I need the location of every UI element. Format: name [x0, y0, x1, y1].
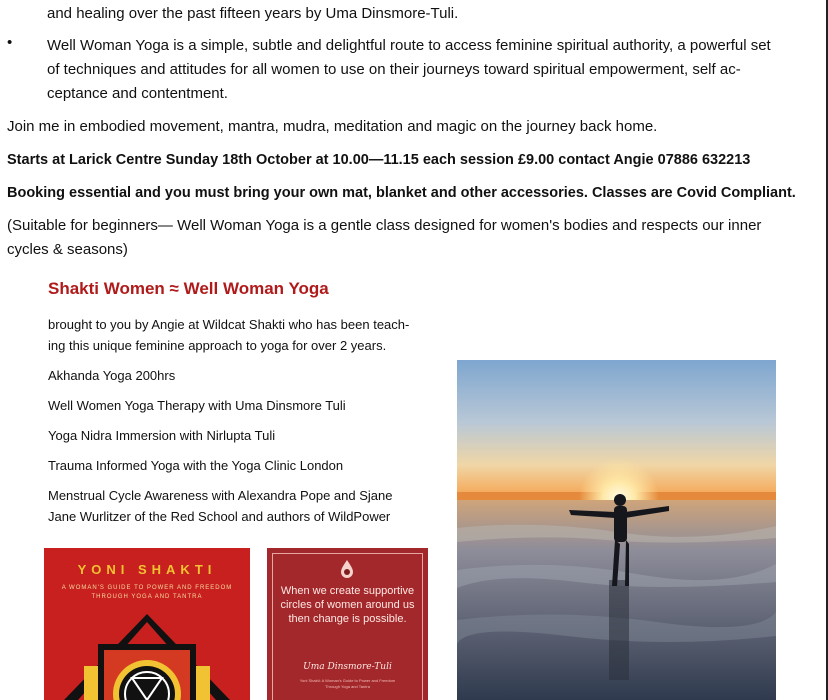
intro-line: and healing over the past fifteen years by Uma Dinsmore-Tuli.	[47, 5, 459, 22]
credential-item: Yoga Nidra Immersion with Nirlupta Tuli	[48, 428, 276, 443]
drop-icon	[338, 558, 356, 580]
book2-subtitle	[267, 678, 428, 690]
suitable-text: (Suitable for beginners— Well Woman Yoga is a gentle class designed for women's bodies and respects our inner	[7, 217, 762, 234]
book-title: YONI SHAKTI	[77, 562, 217, 577]
cover-quote: When we create supportive circles of women around us then change is possible.	[280, 585, 415, 625]
bullet-line: Well Woman Yoga is a simple, subtle and delightful route to access feminine spiritual authority, a powerful set	[47, 37, 771, 54]
section-heading: Shakti Women ≈ Well Woman Yoga	[48, 279, 329, 298]
suitable-text: cycles & seasons)	[7, 241, 128, 258]
credential-item: Jane Wurlitzer of the Red School and authors of WildPower	[48, 509, 391, 524]
book2-subtitle-line: Through Yoga and Tantra	[325, 684, 370, 689]
credential-item: Well Women Yoga Therapy with Uma Dinsmore Tuli	[48, 398, 346, 413]
book-cover-yoni-shakti	[44, 548, 250, 700]
credential-item: Akhanda Yoga 200hrs	[48, 368, 176, 383]
beach-sunset-photo	[457, 360, 776, 700]
credential-item: Menstrual Cycle Awareness with Alexandra Pope and Sjane	[48, 488, 393, 503]
intro-text: ing this unique feminine approach to yoga for over 2 years.	[48, 338, 387, 353]
booking-text: Booking essential and you must bring your own mat, blanket and other accessories. Classes are Covid Compliant.	[7, 185, 796, 201]
bullet-line: ceptance and contentment.	[47, 85, 228, 102]
book2-subtitle-line: Yoni Shakti: A Woman's Guide to Power and Freedom	[299, 678, 396, 683]
starts-text: Starts at Larick Centre Sunday 18th October at 10.00—11.15 each session £9.00 contact Angie 07886 632213	[7, 152, 751, 168]
bullet-dot: •	[7, 34, 13, 51]
bullet-line: of techniques and attitudes for all women to use on their journeys toward spiritual empowerment, self ac-	[47, 61, 741, 78]
join-text: Join me in embodied movement, mantra, mudra, meditation and magic on the journey back home.	[7, 118, 658, 135]
yantra-illustration	[44, 548, 250, 700]
intro-text: brought to you by Angie at Wildcat Shakti who has been teach-	[48, 317, 410, 332]
author-signature: Uma Dinsmore-Tuli	[303, 662, 392, 672]
book-subtitle-line: THROUGH YOGA AND TANTRA	[91, 594, 203, 600]
book-cover-quote	[267, 548, 428, 700]
credential-item: Trauma Informed Yoga with the Yoga Clinic London	[48, 458, 344, 473]
book-subtitle-line: A WOMAN'S GUIDE TO POWER AND FREEDOM	[61, 585, 233, 591]
sunset-image	[457, 360, 776, 700]
